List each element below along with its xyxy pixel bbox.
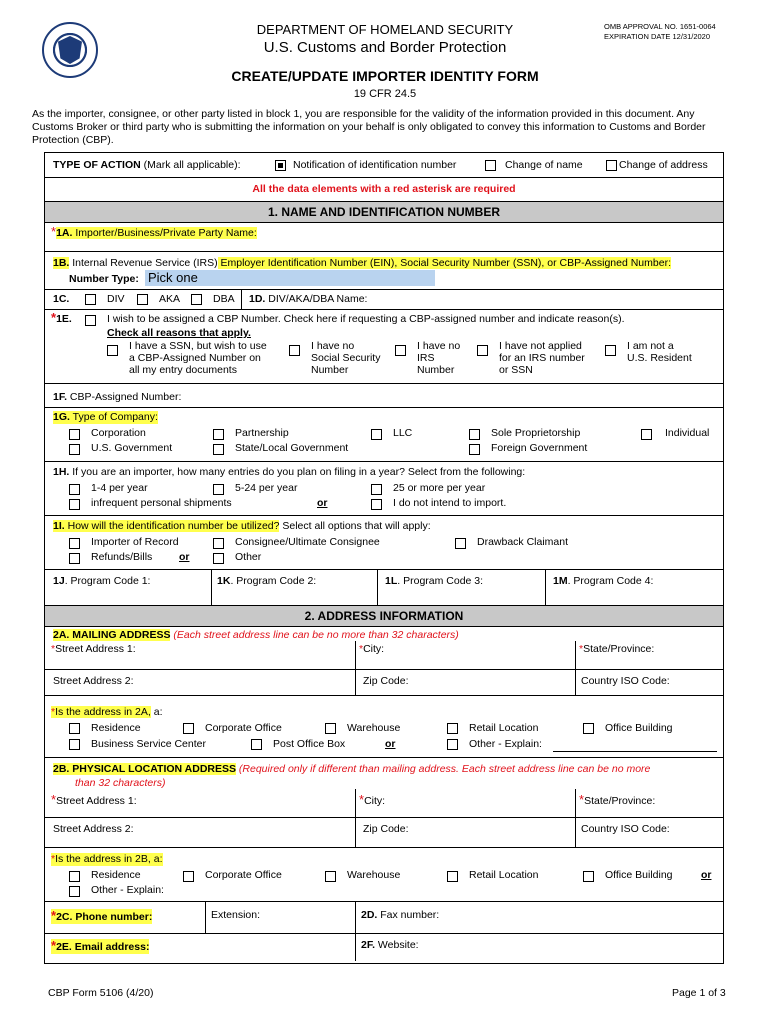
mailing-street-2-label: Street Address 2: bbox=[53, 675, 134, 687]
refunds-bills-label: Refunds/Bills bbox=[91, 551, 153, 563]
intro-paragraph: As the importer, consignee, or other party listed in block 1, you are responsible for the validity of the information provided in this document. Any Customs Broker or third party who is submitting the information on your behalf is only obligated to convey this information to Customs and Border Protection (CBP). bbox=[32, 108, 706, 146]
change-address-label: Change of address bbox=[619, 159, 708, 171]
2a-office-building-label: Office Building bbox=[605, 722, 673, 734]
entries-1-4-label: 1-4 per year bbox=[91, 482, 148, 494]
corporation-label: Corporation bbox=[91, 427, 146, 439]
field-1g-label: 1G. Type of Company: bbox=[53, 411, 158, 423]
partnership-label: Partnership bbox=[235, 427, 289, 439]
entries-25-plus-checkbox[interactable] bbox=[371, 484, 382, 495]
entries-25-plus-label: 25 or more per year bbox=[393, 482, 486, 494]
field-1f-label: 1F. CBP-Assigned Number: bbox=[53, 391, 182, 403]
2b-corporate-office-label: Corporate Office bbox=[205, 869, 282, 881]
type-of-action-label: TYPE OF ACTION (Mark all applicable): bbox=[53, 159, 241, 171]
is-address-2b-label: *Is the address in 2B, a: bbox=[51, 853, 163, 865]
mailing-state-label: *State/Province: bbox=[579, 643, 655, 655]
or-text-1h: or bbox=[317, 497, 328, 509]
2a-bsc-label: Business Service Center bbox=[91, 738, 206, 750]
field-2b-label: 2B. PHYSICAL LOCATION ADDRESS (Required only if different than mailing address. Each street address line can be no more bbox=[53, 763, 651, 775]
other-usage-checkbox[interactable] bbox=[213, 553, 224, 564]
field-2a-label: 2A. MAILING ADDRESS (Each street address line can be no more than 32 characters) bbox=[53, 629, 459, 641]
form-title: CREATE/UPDATE IMPORTER IDENTITY FORM bbox=[231, 68, 539, 84]
2a-retail-label: Retail Location bbox=[469, 722, 539, 734]
number-type-label: Number Type: bbox=[69, 273, 139, 285]
change-address-checkbox[interactable] bbox=[606, 160, 617, 171]
field-1h-label: 1H. If you are an importer, how many entries do you plan on filing in a year? Select from the following: bbox=[53, 466, 526, 478]
2a-other-checkbox[interactable] bbox=[447, 739, 458, 750]
foreign-government-label: Foreign Government bbox=[491, 442, 588, 454]
field-1e-text: I wish to be assigned a CBP Number. Check here if requesting a CBP-assigned number and indicate reason(s). bbox=[107, 313, 625, 325]
or-text-2a: or bbox=[385, 738, 396, 750]
cfr-reference: 19 CFR 24.5 bbox=[353, 88, 417, 100]
notification-checkbox[interactable] bbox=[275, 160, 286, 171]
program-code-4-label: 1M. Program Code 4: bbox=[553, 575, 654, 587]
2a-warehouse-checkbox[interactable] bbox=[325, 723, 336, 734]
individual-label: Individual bbox=[665, 427, 710, 439]
2a-office-building-checkbox[interactable] bbox=[583, 723, 594, 734]
llc-checkbox[interactable] bbox=[371, 429, 382, 440]
2b-other-checkbox[interactable] bbox=[69, 886, 80, 897]
2a-residence-label: Residence bbox=[91, 722, 141, 734]
state-government-checkbox[interactable] bbox=[213, 444, 224, 455]
physical-state-label: *State/Province: bbox=[579, 792, 656, 807]
aka-label: AKA bbox=[159, 293, 181, 305]
section-1-header: 1. NAME AND IDENTIFICATION NUMBER bbox=[45, 201, 723, 223]
phone-number-label: *2C. Phone number: bbox=[51, 908, 153, 923]
reason-no-irs-checkbox[interactable] bbox=[395, 345, 406, 356]
field-1e-label: *1E. bbox=[51, 310, 72, 325]
number-type-select[interactable]: Pick one bbox=[145, 270, 435, 286]
2a-warehouse-label: Warehouse bbox=[347, 722, 401, 734]
partnership-checkbox[interactable] bbox=[213, 429, 224, 440]
extension-label: Extension: bbox=[211, 909, 261, 921]
drawback-claimant-label: Drawback Claimant bbox=[477, 536, 569, 548]
mailing-country-label: Country ISO Code: bbox=[581, 675, 670, 687]
agency-name: U.S. Customs and Border Protection bbox=[263, 39, 507, 56]
reason-not-applied-checkbox[interactable] bbox=[477, 345, 488, 356]
2b-warehouse-checkbox[interactable] bbox=[325, 871, 336, 882]
sole-proprietorship-checkbox[interactable] bbox=[469, 429, 480, 440]
physical-zip-label: Zip Code: bbox=[363, 823, 409, 835]
dba-label: DBA bbox=[213, 293, 235, 305]
form-number: CBP Form 5106 (4/20) bbox=[48, 987, 154, 999]
check-all-note: Check all reasons that apply. bbox=[107, 327, 251, 339]
is-address-2a-label: *Is the address in 2A, a: bbox=[51, 706, 163, 718]
change-name-checkbox[interactable] bbox=[485, 160, 496, 171]
2b-office-building-checkbox[interactable] bbox=[583, 871, 594, 882]
other-usage-label: Other bbox=[235, 551, 262, 563]
consignee-checkbox[interactable] bbox=[213, 538, 224, 549]
2b-residence-label: Residence bbox=[91, 869, 141, 881]
cbp-number-request-checkbox[interactable] bbox=[85, 315, 96, 326]
required-note: All the data elements with a red asterisk are required bbox=[252, 183, 516, 195]
2b-residence-checkbox[interactable] bbox=[69, 871, 80, 882]
importer-of-record-label: Importer of Record bbox=[91, 536, 179, 548]
entries-1-4-checkbox[interactable] bbox=[69, 484, 80, 495]
foreign-government-checkbox[interactable] bbox=[469, 444, 480, 455]
sole-proprietorship-label: Sole Proprietorship bbox=[491, 427, 581, 439]
2b-retail-label: Retail Location bbox=[469, 869, 539, 881]
page-number: Page 1 of 3 bbox=[672, 987, 726, 999]
drawback-claimant-checkbox[interactable] bbox=[455, 538, 466, 549]
dba-checkbox[interactable] bbox=[191, 294, 202, 305]
omb-info bbox=[604, 22, 716, 42]
reason-no-ssn-label: I have no Social Security Number bbox=[311, 340, 381, 376]
physical-country-label: Country ISO Code: bbox=[581, 823, 670, 835]
mailing-zip-label: Zip Code: bbox=[363, 675, 409, 687]
2a-other-explain-line[interactable] bbox=[553, 751, 717, 752]
or-text-1i: or bbox=[179, 551, 190, 563]
omb-approval: OMB APPROVAL NO. 1651-0064 bbox=[604, 22, 716, 31]
field-1i-label: 1I. How will the identification number be utilized? Select all options that will apply: bbox=[53, 520, 431, 532]
2a-retail-checkbox[interactable] bbox=[447, 723, 458, 734]
change-name-label: Change of name bbox=[505, 159, 583, 171]
field-1a-label: *1A. Importer/Business/Private Party Name: bbox=[51, 224, 257, 239]
notification-label: Notification of identification number bbox=[293, 159, 457, 171]
reason-no-ssn-checkbox[interactable] bbox=[289, 345, 300, 356]
reason-ssn-label: I have a SSN, but wish to use a CBP-Assigned Number on all my entry documents bbox=[129, 340, 267, 376]
form-frame bbox=[44, 152, 724, 964]
llc-label: LLC bbox=[393, 427, 413, 439]
individual-checkbox[interactable] bbox=[641, 429, 652, 440]
state-government-label: State/Local Government bbox=[235, 442, 349, 454]
2a-pob-checkbox[interactable] bbox=[251, 739, 262, 750]
expiration-date: EXPIRATION DATE 12/31/2020 bbox=[604, 32, 711, 41]
physical-street-2-label: Street Address 2: bbox=[53, 823, 134, 835]
corporation-checkbox[interactable] bbox=[69, 429, 80, 440]
reason-not-resident-label: I am not a U.S. Resident bbox=[627, 340, 692, 364]
importer-of-record-checkbox[interactable] bbox=[69, 538, 80, 549]
us-government-label: U.S. Government bbox=[91, 442, 173, 454]
reason-not-resident-checkbox[interactable] bbox=[605, 345, 616, 356]
aka-checkbox[interactable] bbox=[137, 294, 148, 305]
mailing-city-label: *City: bbox=[359, 643, 385, 655]
program-code-2-label: 1K. Program Code 2: bbox=[217, 575, 317, 587]
entries-5-24-label: 5-24 per year bbox=[235, 482, 298, 494]
2b-retail-checkbox[interactable] bbox=[447, 871, 458, 882]
reason-no-irs-label: I have no IRS Number bbox=[417, 340, 461, 376]
consignee-label: Consignee/Ultimate Consignee bbox=[235, 536, 380, 548]
physical-street-1-label: *Street Address 1: bbox=[51, 792, 137, 807]
field-2b-note-cont: than 32 characters) bbox=[75, 777, 166, 789]
2a-other-label: Other - Explain: bbox=[469, 738, 542, 750]
div-checkbox[interactable] bbox=[85, 294, 96, 305]
or-text-2b: or bbox=[701, 869, 712, 881]
program-code-3-label: 1L. Program Code 3: bbox=[385, 575, 484, 587]
2a-bsc-checkbox[interactable] bbox=[69, 739, 80, 750]
field-1d-label: 1D. DIV/AKA/DBA Name: bbox=[249, 293, 368, 305]
reason-not-applied-label: I have not applied for an IRS number or SSN bbox=[499, 340, 585, 376]
no-import-label: I do not intend to import. bbox=[393, 497, 507, 509]
2a-corporate-office-label: Corporate Office bbox=[205, 722, 282, 734]
section-2-header: 2. ADDRESS INFORMATION bbox=[45, 605, 723, 627]
2a-corporate-office-checkbox[interactable] bbox=[183, 723, 194, 734]
no-import-checkbox[interactable] bbox=[371, 499, 382, 510]
field-1c-label: 1C. bbox=[53, 293, 70, 305]
department-name: DEPARTMENT OF HOMELAND SECURITY bbox=[256, 22, 514, 37]
physical-city-label: *City: bbox=[359, 792, 386, 807]
website-label: 2F. Website: bbox=[361, 939, 419, 951]
entries-infrequent-checkbox[interactable] bbox=[69, 499, 80, 510]
fax-number-label: 2D. Fax number: bbox=[361, 909, 440, 921]
email-address-label: *2E. Email address: bbox=[51, 938, 150, 953]
2b-other-label: Other - Explain: bbox=[91, 884, 164, 896]
entries-5-24-checkbox[interactable] bbox=[213, 484, 224, 495]
us-government-checkbox[interactable] bbox=[69, 444, 80, 455]
field-1b-label: 1B. Internal Revenue Service (IRS) Employer Identification Number (EIN), Social Security Number (SSN), or CBP-Assigned Number: bbox=[53, 257, 671, 269]
entries-infrequent-label: infrequent personal shipments bbox=[91, 497, 232, 509]
refunds-bills-checkbox[interactable] bbox=[69, 553, 80, 564]
2a-residence-checkbox[interactable] bbox=[69, 723, 80, 734]
reason-ssn-checkbox[interactable] bbox=[107, 345, 118, 356]
program-code-1-label: 1J. Program Code 1: bbox=[53, 575, 151, 587]
2b-warehouse-label: Warehouse bbox=[347, 869, 401, 881]
2b-office-building-label: Office Building bbox=[605, 869, 673, 881]
2b-corporate-office-checkbox[interactable] bbox=[183, 871, 194, 882]
2a-pob-label: Post Office Box bbox=[273, 738, 346, 750]
mailing-street-1-label: *Street Address 1: bbox=[51, 643, 136, 655]
div-label: DIV bbox=[107, 293, 125, 305]
